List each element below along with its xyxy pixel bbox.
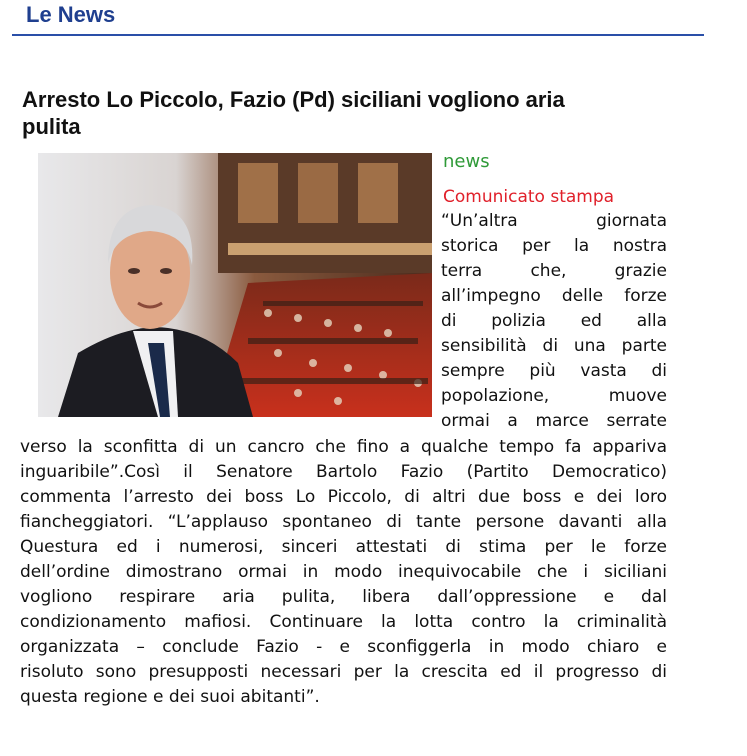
body-line: storica per la nostra xyxy=(441,236,667,256)
senator-portrait-image xyxy=(38,153,432,417)
body-line: fiancheggiatori. “L’applauso spontaneo di tante persone davanti alla xyxy=(20,512,667,532)
article-headline[interactable] xyxy=(22,86,662,140)
press-release-label: Comunicato stampa xyxy=(443,187,615,207)
body-line: sempre più vasta di xyxy=(441,361,667,381)
body-line: Questura ed i numerosi, sinceri attestati di stima per le forze xyxy=(20,537,667,557)
body-line: verso la sconfitta di un cancro che fino a qualche tempo fa appariva xyxy=(20,437,667,457)
article-body-narrow xyxy=(441,209,667,434)
body-line: vogliono respirare aria pulita, libera dall’oppressione e dal xyxy=(20,587,667,607)
body-line: organizzata – conclude Fazio - e sconfiggerla in modo chiaro e xyxy=(20,637,667,657)
body-line: terra che, grazie xyxy=(441,261,667,281)
body-line: popolazione, muove xyxy=(441,386,667,406)
body-line: condizionamento mafiosi. Continuare la lotta contro la criminalità xyxy=(20,612,667,632)
body-line: “Un’altra giornata xyxy=(441,211,667,231)
body-line: di polizia ed alla xyxy=(441,311,667,331)
headline-line-2: pulita xyxy=(22,114,81,139)
body-line: all’impegno delle forze xyxy=(441,286,667,306)
body-line: dell’ordine dimostrano ormai in modo inequivocabile che i siciliani xyxy=(20,562,667,582)
body-line: sensibilità di una parte xyxy=(441,336,667,356)
body-line: ormai a marce serrate xyxy=(441,411,667,431)
category-label[interactable]: news xyxy=(443,151,490,172)
section-title: Le News xyxy=(26,2,116,27)
article-photo xyxy=(38,153,432,417)
header-divider xyxy=(12,34,704,36)
headline-line-1: Arresto Lo Piccolo, Fazio (Pd) siciliani vogliono aria xyxy=(22,87,565,112)
article-body-wide xyxy=(20,435,667,710)
body-line: inguaribile”.Così il Senatore Bartolo Fazio (Partito Democratico) xyxy=(20,462,667,482)
body-line: commenta l’arresto dei boss Lo Piccolo, di altri due boss e dei loro xyxy=(20,487,667,507)
body-line: risoluto sono presupposti necessari per la crescita ed il progresso di xyxy=(20,662,667,682)
body-line-last: questa regione e dei suoi abitanti”. xyxy=(20,687,320,707)
